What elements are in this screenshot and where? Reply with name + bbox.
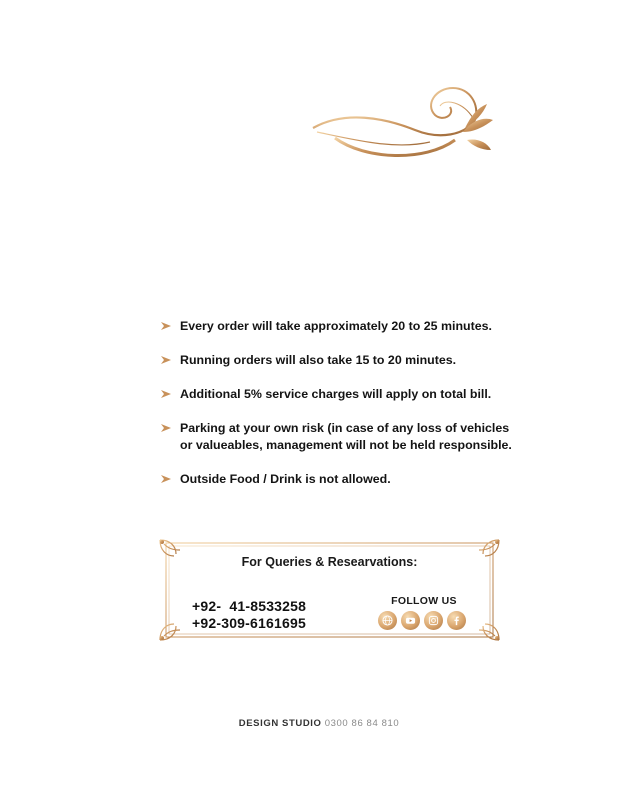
rule-text: Outside Food / Drink is not allowed. <box>180 472 391 486</box>
social-icons <box>378 611 466 630</box>
arrow-bullet-icon <box>160 389 172 399</box>
facebook-icon[interactable] <box>447 611 466 630</box>
rule-item <box>160 386 520 403</box>
rule-text: Additional 5% service charges will apply on total bill. <box>180 387 492 401</box>
arrow-bullet-icon <box>160 321 172 331</box>
rule-text: Parking at your own risk (in case of any loss of vehicles or valueables, management will not be held responsible. <box>180 421 512 452</box>
phone-numbers <box>192 598 306 631</box>
phone-number[interactable]: +92- 41-8533258 <box>192 598 307 614</box>
design-studio-phone: 0300 86 84 810 <box>324 718 400 729</box>
arrow-bullet-icon <box>160 474 172 484</box>
rule-item <box>160 471 520 488</box>
rule-item <box>160 318 520 335</box>
arrow-bullet-icon <box>160 423 172 433</box>
footer-credit <box>0 718 638 729</box>
arrow-bullet-icon <box>160 355 172 365</box>
instagram-icon[interactable] <box>424 611 443 630</box>
queries-title: For Queries & Researvations: <box>241 555 418 569</box>
rule-text: Running orders will also take 15 to 20 minutes. <box>180 353 457 367</box>
design-studio-label: DESIGN STUDIO <box>238 718 322 729</box>
contact-box <box>158 538 501 642</box>
globe-icon[interactable] <box>378 611 397 630</box>
ornament-swirl <box>305 80 500 170</box>
rules-list <box>160 318 520 505</box>
follow-us-label: FOLLOW US <box>391 595 457 607</box>
rule-text: Every order will take approximately 20 to 25 minutes. <box>180 319 492 333</box>
youtube-icon[interactable] <box>401 611 420 630</box>
rule-item <box>160 420 520 454</box>
phone-number[interactable]: +92-309-6161695 <box>192 614 306 631</box>
rule-item <box>160 352 520 369</box>
